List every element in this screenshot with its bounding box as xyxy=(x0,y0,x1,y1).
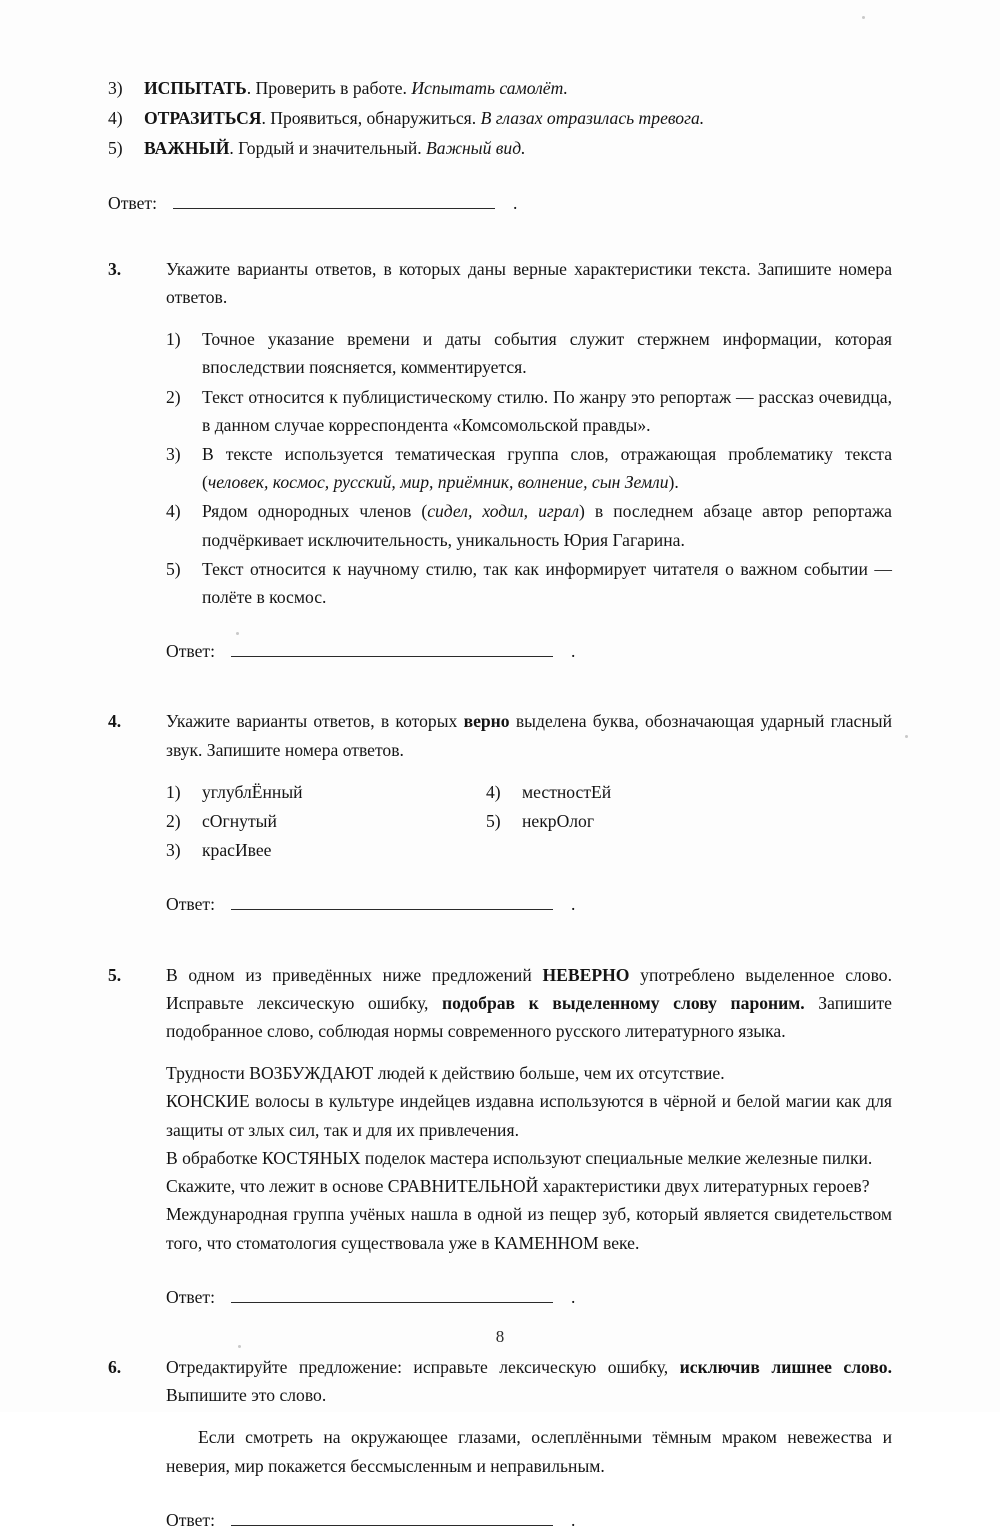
answer-label: Ответ: xyxy=(166,1509,215,1530)
option-text-pre: Рядом однородных членов ( xyxy=(202,501,428,522)
option-marker: 1) xyxy=(166,781,181,802)
answer-period: . xyxy=(512,192,518,213)
task-5 xyxy=(108,961,892,1311)
task-6-prompt-part1: Отредактируйте предложение: исправьте лексическую ошибку, xyxy=(166,1356,680,1377)
task-3-option-5[interactable] xyxy=(166,555,892,611)
option-marker: 5) xyxy=(166,558,181,579)
option-marker: 2) xyxy=(166,386,181,407)
option-marker: 4) xyxy=(166,501,181,522)
answer-row xyxy=(166,1506,892,1534)
definition-example: Испытать самолёт. xyxy=(411,78,568,98)
definition-marker: 5) xyxy=(108,138,123,159)
definition-gloss: . Проверить в работе. xyxy=(246,78,412,98)
option-marker: 3) xyxy=(166,444,181,465)
task-6 xyxy=(108,1353,892,1534)
option-text: некрОлог xyxy=(522,811,595,832)
definition-example: Важный вид. xyxy=(426,138,526,159)
task-4-prompt-part1: Укажите варианты ответов, в которых xyxy=(166,711,464,732)
task-3 xyxy=(108,255,892,666)
task-6-sentence-1: Если смотреть на окружающее глазами, ослеплёнными тёмным мраком невежества и неверия, мир покажется бессмысленным и неправильным. xyxy=(166,1427,892,1476)
answer-label: Ответ: xyxy=(166,894,215,915)
task-3-option-2[interactable] xyxy=(166,383,892,439)
definition-marker: 3) xyxy=(108,78,123,98)
option-text-post: ). xyxy=(668,472,679,493)
answer-period: . xyxy=(570,894,576,915)
option-text: Текст относится к публицистическому стилю. По жанру это репортаж — рассказ очевидца, в данном случае корреспондента «Комсомольской правды». xyxy=(202,386,892,435)
task-3-option-1[interactable] xyxy=(166,325,892,381)
task-5-prompt-part1: В одном из приведённых ниже предложений xyxy=(166,964,543,985)
option-text: сОгнутый xyxy=(202,811,277,832)
answer-input-line[interactable] xyxy=(231,641,553,657)
definition-headword: ВАЖНЫЙ xyxy=(144,138,230,159)
answer-label: Ответ: xyxy=(166,1286,215,1307)
scan-speckle xyxy=(862,16,865,19)
task-4-word-list xyxy=(166,778,892,865)
task-4-prompt-part2: выделена буква, обозначающая ударный гласный звук. Запишите номера ответов. xyxy=(166,711,893,760)
task-4-number: 4. xyxy=(108,711,122,732)
task-5-number: 5. xyxy=(108,964,122,985)
task-4-prompt xyxy=(166,707,892,763)
definition-headword: ИСПЫТАТЬ xyxy=(144,78,247,98)
answer-period: . xyxy=(570,1509,576,1530)
task-3-option-4[interactable] xyxy=(166,497,892,553)
definition-gloss: . Гордый и значительный. xyxy=(229,138,427,159)
task-6-prompt xyxy=(166,1353,892,1409)
definition-headword: ОТРАЗИТЬСЯ xyxy=(144,108,262,129)
definition-item xyxy=(108,74,892,102)
option-marker: 2) xyxy=(166,811,181,832)
option-text-italic: человек, космос, русский, мир, приёмник, волнение, сын Земли xyxy=(207,472,669,493)
task-4-option-2[interactable] xyxy=(166,807,486,835)
answer-row xyxy=(108,189,892,217)
answer-input-line[interactable] xyxy=(231,1287,553,1303)
answer-label: Ответ: xyxy=(108,192,157,213)
task-5-sentences xyxy=(166,1059,892,1256)
option-text: красИвее xyxy=(202,840,272,861)
answer-input-line[interactable] xyxy=(173,193,495,209)
definition-list xyxy=(108,74,892,163)
definition-item xyxy=(108,134,892,162)
definition-marker: 4) xyxy=(108,108,123,129)
option-text-pre: В тексте используется тематическая группа слов, отражающая проблематику текста ( xyxy=(202,444,892,493)
task-5-sentence-3: В обработке КОСТЯНЫХ поделок мастера используют специальные мелкие железные пилки. xyxy=(166,1147,873,1168)
scan-speckle xyxy=(905,735,908,738)
task-6-prompt-part2: Выпишите это слово. xyxy=(166,1385,327,1406)
answer-row xyxy=(166,1283,892,1311)
option-marker: 5) xyxy=(486,811,501,832)
task-6-sentences xyxy=(166,1423,892,1479)
answer-period: . xyxy=(570,1286,576,1307)
answer-input-line[interactable] xyxy=(231,1510,553,1526)
task-5-sentence-4: Скажите, что лежит в основе СРАВНИТЕЛЬНОЙ характеристики двух литературных героев? xyxy=(166,1176,870,1197)
option-text: углублЁнный xyxy=(202,781,303,802)
task-4-option-4[interactable] xyxy=(486,778,892,806)
option-marker: 1) xyxy=(166,329,181,350)
definition-example: В глазах отразилась тревога. xyxy=(480,108,705,129)
option-text: местностЕй xyxy=(522,781,612,802)
answer-input-line[interactable] xyxy=(231,894,553,910)
answer-label: Ответ: xyxy=(166,641,215,662)
task-5-prompt xyxy=(166,961,892,1046)
task-4-option-3[interactable] xyxy=(166,836,486,864)
task-3-option-3[interactable] xyxy=(166,440,892,496)
task-6-prompt-emphasis: исключив лишнее слово. xyxy=(679,1356,892,1377)
option-text: Текст относится к научному стилю, так как информирует читателя о важном событии — полёте в космос. xyxy=(202,558,892,608)
task-5-prompt-emphasis-2: подобрав к выделенному слову пароним. xyxy=(442,992,805,1013)
option-marker: 3) xyxy=(166,840,181,861)
answer-period: . xyxy=(570,641,576,662)
definition-item xyxy=(108,104,892,132)
answer-row xyxy=(166,890,892,918)
answer-row xyxy=(166,637,892,665)
task-5-sentence-1: Трудности ВОЗБУЖДАЮТ людей к действию больше, чем их отсутствие. xyxy=(166,1063,725,1084)
task-4-prompt-emphasis: верно xyxy=(463,711,510,732)
definition-gloss: . Проявиться, обнаружиться. xyxy=(261,108,481,129)
task-5-sentence-5: Международная группа учёных нашла в одной из пещер зуб, который является свидетельством того, что стоматология существовала уже в КАМЕННОМ веке. xyxy=(166,1204,892,1253)
option-text-italic: сидел, ходил, играл xyxy=(427,501,580,522)
task-5-prompt-part3: Запишите подобранное слово, соблюдая нормы современного русского литературного языка. xyxy=(166,992,892,1042)
option-marker: 4) xyxy=(486,781,501,802)
task-4-option-5[interactable] xyxy=(486,807,892,835)
task-3-number: 3. xyxy=(108,258,122,279)
task-5-prompt-part2: употреблено выделенное слово. Исправьте лексическую ошибку, xyxy=(166,964,892,1013)
task-3-prompt: Укажите варианты ответов, в которых даны верные характеристики текста. Запишите номера ответов. xyxy=(166,258,892,308)
task-4 xyxy=(108,707,892,918)
task-3-options xyxy=(166,325,892,611)
option-text-post: ) в последнем абзаце автор репортажа подчёркивает исключительность, уникальность Юрия Гагарина. xyxy=(202,501,892,550)
option-text: Точное указание времени и даты события служит стержнем информации, которая впоследствии поясняется, комментируется. xyxy=(202,329,892,378)
task-4-option-1[interactable] xyxy=(166,778,486,806)
task-5-prompt-emphasis-1: НЕВЕРНО xyxy=(542,964,630,985)
task-5-sentence-2: КОНСКИЕ волосы в культуре индейцев издавна используются в чёрной и белой магии как для защиты от злых сил, так и для их привлечения. xyxy=(166,1091,892,1140)
page-number: 8 xyxy=(495,1327,505,1346)
task-6-number: 6. xyxy=(108,1356,122,1377)
page-content xyxy=(108,74,892,1534)
